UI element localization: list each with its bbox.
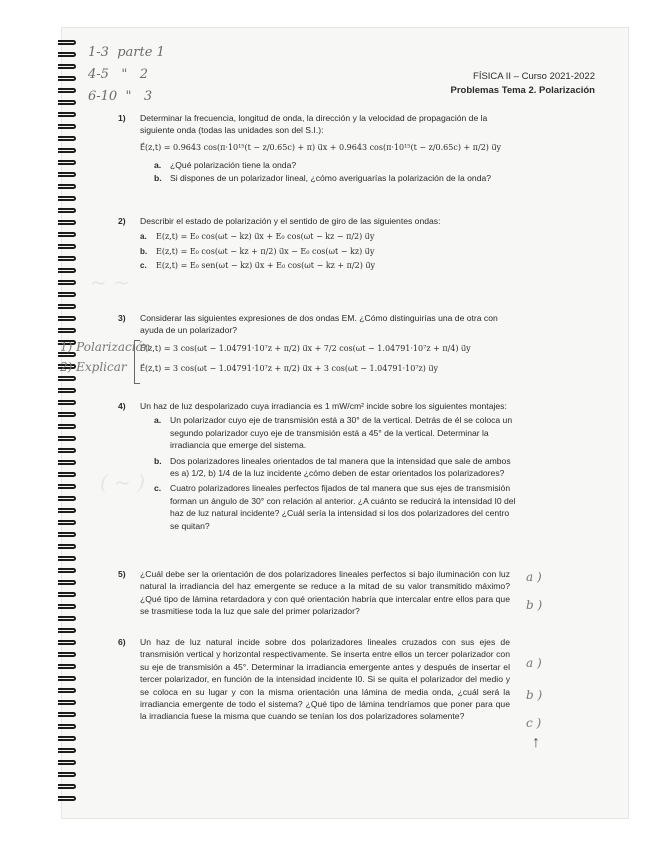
spiral-coil — [58, 280, 76, 285]
spiral-coil — [58, 292, 76, 297]
spiral-coil — [58, 184, 76, 189]
problem-text: Un haz de luz natural incide sobre dos polarizadores lineales cruzados con sus ejes de transmisión vertical y horizontal respectivamente. Se inserta entre ellos un tercer polarizador con su eje de transmisión a 45°. Determinar la irradiancia emergente antes y después de insertar el tercer polarizador, en función de la intensidad incidente I0. Si se quita el polarizador del medio y se coloca en su lugar y con la misma orientación una lámina de media onda, ¿cuál será la irradiancia emergente de todo el sistema? ¿Qué tipo de lámina tendríamos que poner para que la irradiancia fuese la misma que cuando se tenían los dos polarizadores solamente? — [140, 637, 510, 722]
handwritten-note-3: 6-10 " 3 — [88, 89, 153, 104]
problem-2 — [118, 215, 520, 275]
problem-4 — [118, 400, 520, 532]
spiral-coil — [58, 712, 76, 717]
problem-number: 2) — [118, 216, 126, 226]
sub-item: b. Dos polarizadores lineales orientados de tal manera que la intensidad que sale de ambos es a) 1/2, b) 1/4 de la luz incidente ¿cómo deben de estar orientados los polarizadores? — [154, 455, 511, 479]
spiral-binding — [58, 40, 80, 810]
spiral-coil — [58, 580, 76, 585]
spiral-coil — [58, 220, 76, 225]
show-through-mark: ~ ~ — [90, 270, 130, 294]
spiral-coil — [58, 760, 76, 765]
margin-note: b ) — [526, 598, 543, 612]
sub-item: a. E(z,t) = E₀ cos(ωt − kz) u⃗x + E₀ cos(ωt − kz − π/2) u⃗y — [140, 232, 375, 242]
topic-title: Problemas Tema 2. Polarización — [450, 85, 595, 96]
spiral-coil — [58, 316, 76, 321]
spiral-coil — [58, 544, 76, 549]
spiral-coil — [58, 136, 76, 141]
spiral-coil — [58, 52, 76, 57]
spiral-coil — [58, 796, 76, 801]
problem-3 — [118, 312, 520, 381]
handwritten-note-2: 4-5 " 2 — [88, 67, 148, 82]
problem-text: Describir el estado de polarización y el sentido de giro de las siguientes ondas: — [140, 216, 441, 226]
margin-note: a ) — [526, 656, 542, 670]
spiral-coil — [58, 76, 76, 81]
spiral-coil — [58, 724, 76, 729]
spiral-coil — [58, 784, 76, 789]
spiral-coil — [58, 676, 76, 681]
spiral-coil — [58, 196, 76, 201]
spiral-coil — [58, 160, 76, 165]
sub-item: b. E(z,t) = E₀ cos(ωt − kz + π/2) u⃗x − E₀ cos(ωt − kz) u⃗y — [140, 246, 375, 256]
spiral-coil — [58, 148, 76, 153]
spiral-coil — [58, 568, 76, 573]
spiral-coil — [58, 412, 76, 417]
problem-text: Considerar las siguientes expresiones de dos ondas EM. ¿Cómo distinguirías una de otra con ayuda de un polarizador? — [140, 313, 498, 336]
problem-5 — [118, 568, 510, 618]
spiral-coil — [58, 100, 76, 105]
show-through-mark: ( ~ ) — [100, 470, 146, 494]
document-header — [451, 70, 596, 98]
spiral-coil — [58, 172, 76, 177]
problem-number: 5) — [118, 569, 126, 579]
spiral-coil — [58, 424, 76, 429]
problem-text: Un haz de luz despolarizado cuya irradiancia es 1 mW/cm² incide sobre los siguientes montajes: — [140, 401, 507, 411]
spiral-coil — [58, 304, 76, 309]
sub-item: a. Un polarizador cuyo eje de transmisión está a 30° de la vertical. Detrás de él se coloca un segundo polarizador cuyo eje de transmisión está a 45° de la vertical. Determinar la irradiancia que emerge del sistema. — [154, 415, 513, 451]
margin-note: c ) — [526, 716, 542, 730]
sub-item: c. Cuatro polarizadores lineales perfectos fijados de tal manera que sus ejes de transmisión forman un ángulo de 30° con relación al anterior. ¿A cuánto se reducirá la intensidad I0 del haz de luz natural incidente? ¿Cuál sería la intensidad si los dos polarizadores del centro se quitan? — [154, 483, 516, 531]
problem-number: 4) — [118, 401, 126, 411]
margin-note: a ) — [526, 570, 542, 584]
problem-text: ¿Cuál debe ser la orientación de dos polarizadores lineales perfectos si bajo iluminación con luz natural la irradiancia del haz emergente se reduce a la mitad de su valor transmitido máximo? ¿Qué tipo de lámina retardadora y con qué orientación habría que intercalar entre ellos para que se trasmitiese toda la luz que sale del primer polarizador? — [140, 569, 510, 617]
spiral-coil — [58, 688, 76, 693]
spiral-coil — [58, 508, 76, 513]
spiral-coil — [58, 664, 76, 669]
problem-text: Determinar la frecuencia, longitud de onda, la dirección y la velocidad de propagación de la siguiente onda (todas las unidades son del S.I.): — [140, 113, 488, 136]
spiral-coil — [58, 448, 76, 453]
spiral-coil — [58, 472, 76, 477]
sub-item: c. E(z,t) = E₀ sen(ωt − kz) u⃗x + E₀ cos(ωt − kz + π/2) u⃗y — [140, 261, 375, 271]
spiral-coil — [58, 652, 76, 657]
sub-item: a. ¿Qué polarización tiene la onda? — [154, 160, 297, 171]
spiral-coil — [58, 328, 76, 333]
spiral-coil — [58, 772, 76, 777]
spiral-coil — [58, 736, 76, 741]
spiral-coil — [58, 460, 76, 465]
problem-1 — [118, 112, 520, 184]
spiral-coil — [58, 496, 76, 501]
spiral-coil — [58, 112, 76, 117]
spiral-coil — [58, 88, 76, 93]
margin-note: b ) — [526, 688, 543, 702]
problem-number: 1) — [118, 113, 126, 123]
spiral-coil — [58, 388, 76, 393]
spiral-coil — [58, 436, 76, 441]
equation: E⃗(z,t) = 0.9643 cos(π·10¹⁵(t − z/0.65c) + π) u⃗x + 0.9643 cos(π·10¹⁵(t − z/0.65c) + π/2) u⃗y — [140, 142, 502, 152]
equation: E⃗(z,t) = 3 cos(ωt − 1.04791·10⁷z + π/2) u⃗x + 7/2 cos(ωt − 1.04791·10⁷z + π/4) u⃗y — [140, 343, 471, 353]
spiral-coil — [58, 532, 76, 537]
equation: E⃗(z,t) = 3 cos(ωt − 1.04791·10⁷z + π/2) u⃗x + 3 cos(ωt − 1.04791·10⁷z) u⃗y — [140, 364, 438, 374]
spiral-coil — [58, 232, 76, 237]
spiral-coil — [58, 484, 76, 489]
spiral-coil — [58, 400, 76, 405]
margin-note: 2) Explicar — [60, 360, 127, 374]
spiral-coil — [58, 256, 76, 261]
spiral-coil — [58, 376, 76, 381]
spiral-coil — [58, 748, 76, 753]
spiral-coil — [58, 244, 76, 249]
spiral-coil — [58, 556, 76, 561]
handwritten-note-1: 1-3 parte 1 — [88, 45, 165, 60]
spiral-coil — [58, 604, 76, 609]
spiral-coil — [58, 268, 76, 273]
course-title: FÍSICA II – Curso 2021-2022 — [473, 71, 595, 82]
up-arrow-icon: ↑ — [532, 734, 540, 751]
problem-6 — [118, 636, 510, 723]
problem-number: 3) — [118, 313, 126, 323]
spiral-coil — [58, 628, 76, 633]
spiral-coil — [58, 616, 76, 621]
spiral-coil — [58, 208, 76, 213]
spiral-coil — [58, 592, 76, 597]
spiral-coil — [58, 640, 76, 645]
sub-item: b. Si dispones de un polarizador lineal, ¿cómo averiguarías la polarización de la onda? — [154, 172, 492, 183]
spiral-coil — [58, 124, 76, 129]
spiral-coil — [58, 700, 76, 705]
spiral-coil — [58, 64, 76, 69]
margin-note: 1) Polarización — [60, 340, 151, 354]
spiral-coil — [58, 40, 76, 45]
spiral-coil — [58, 520, 76, 525]
problem-number: 6) — [118, 637, 126, 647]
